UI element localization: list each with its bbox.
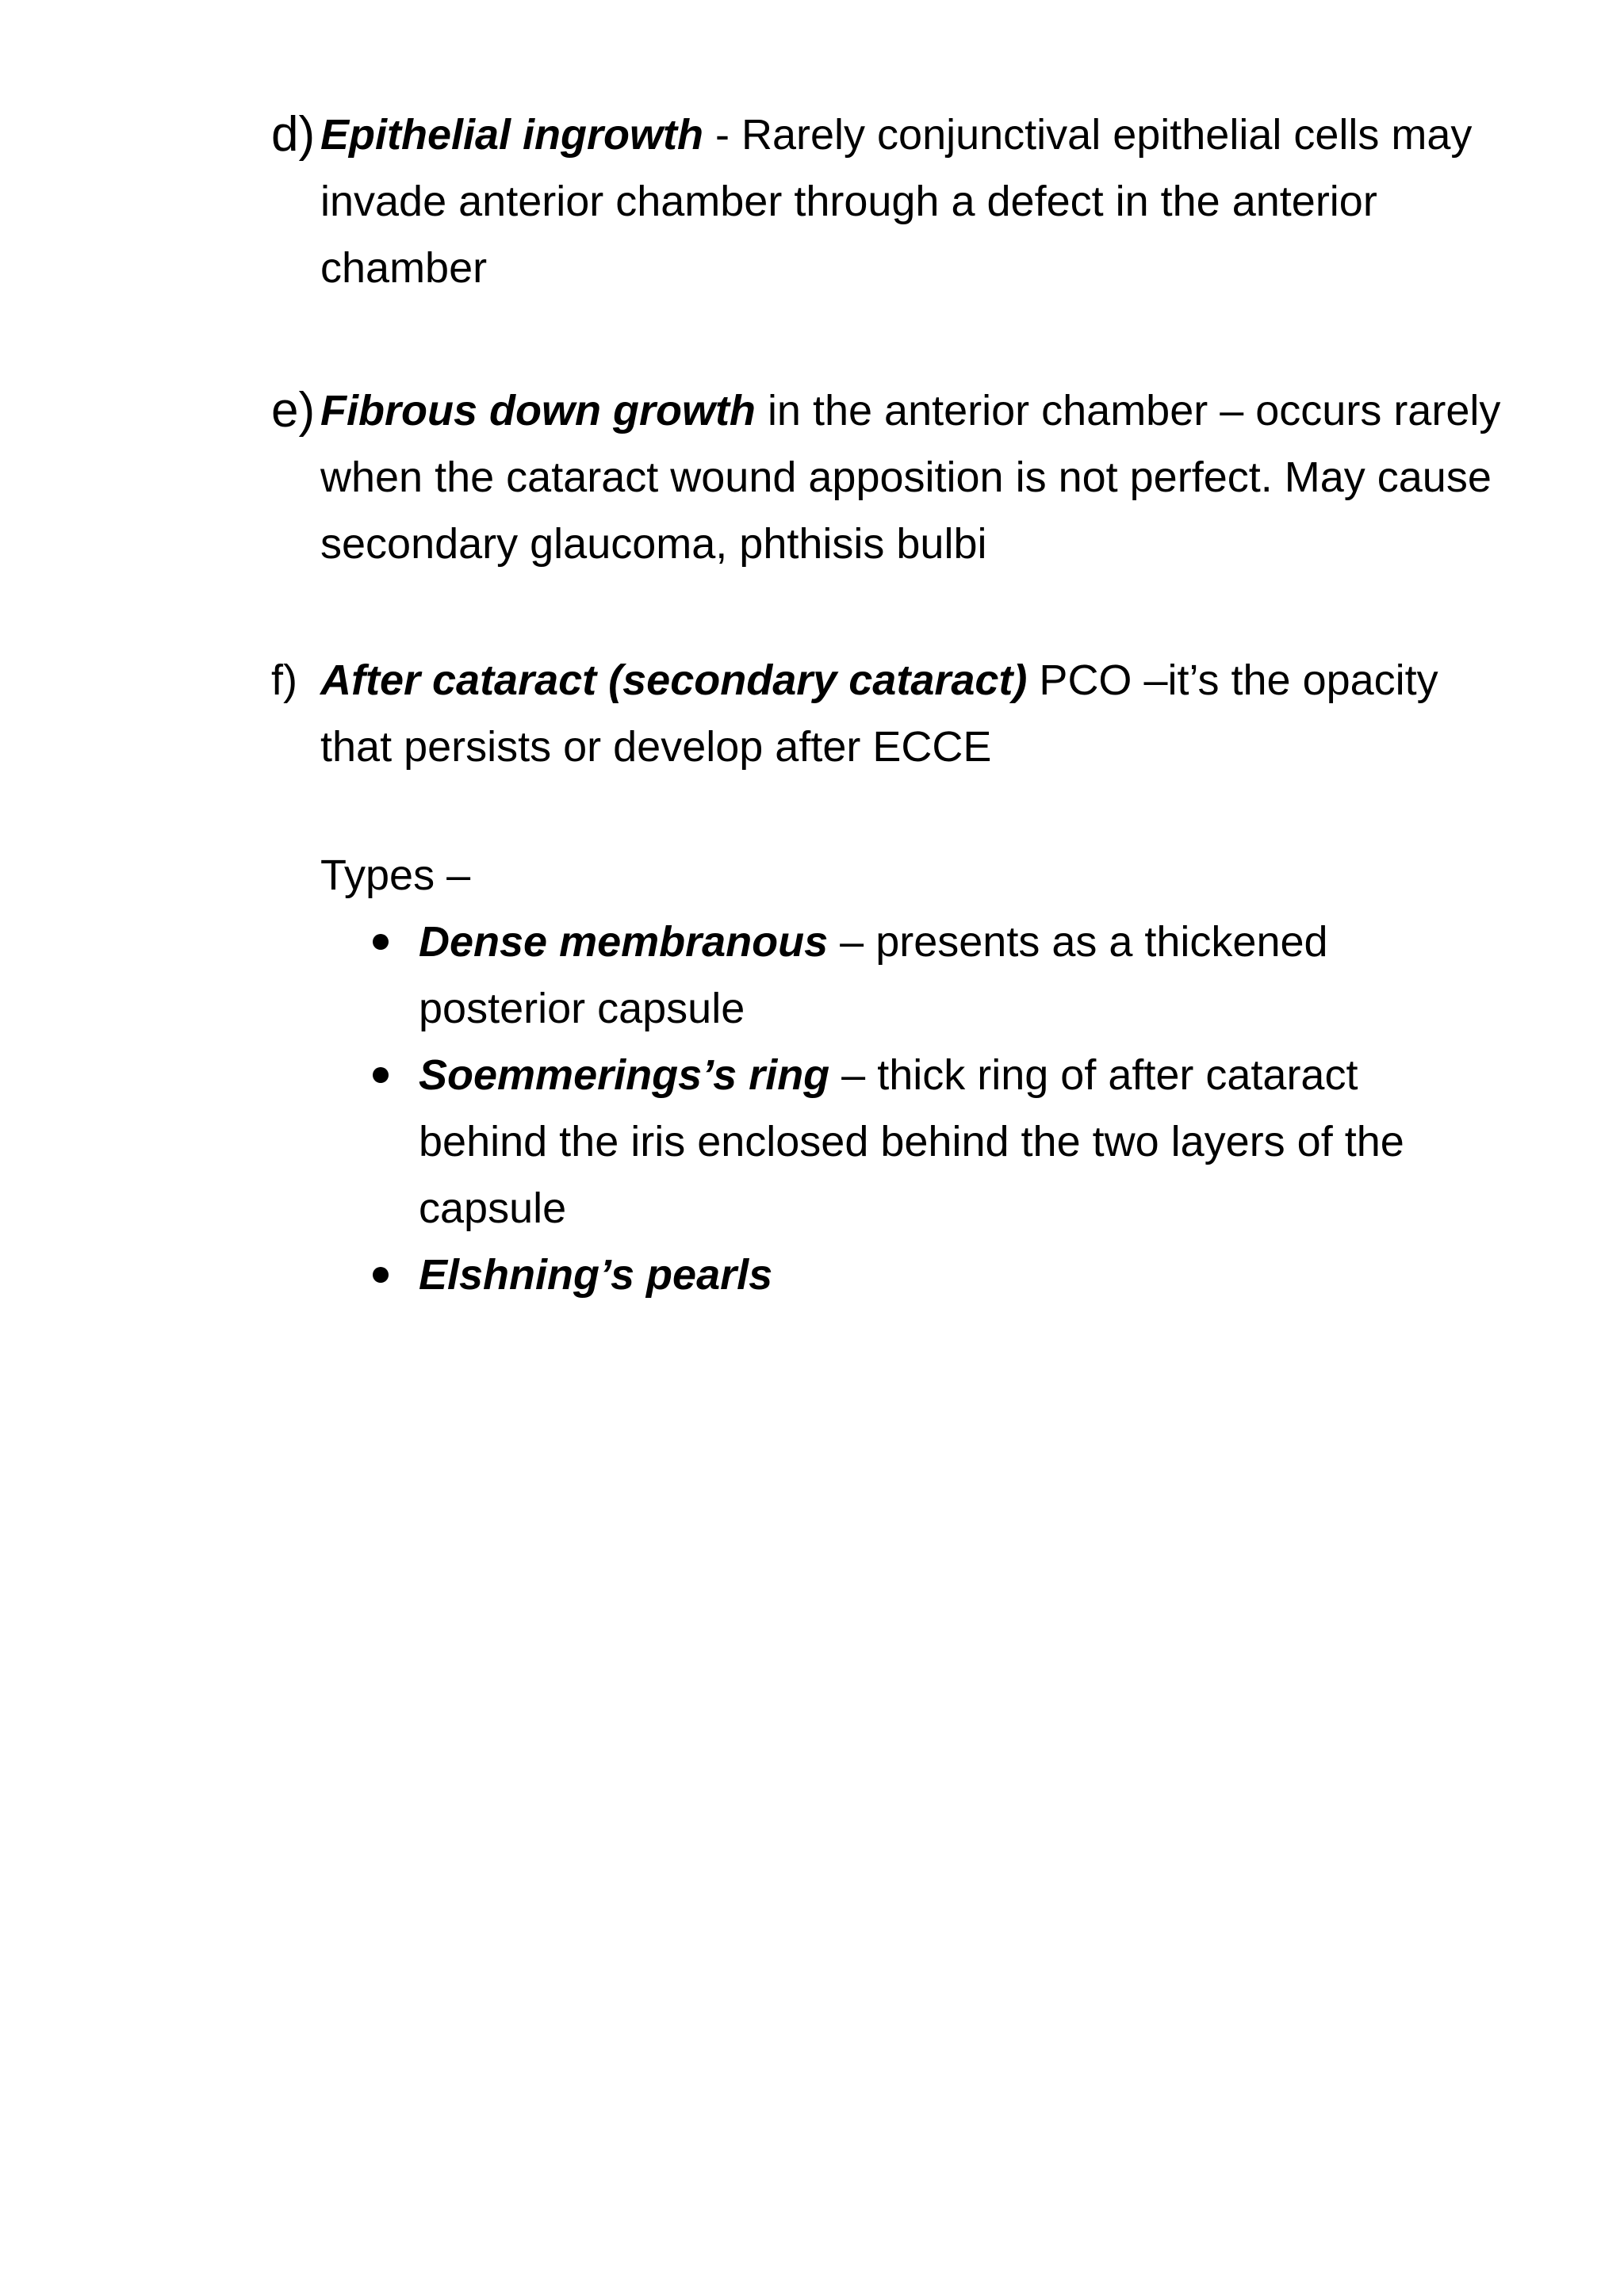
item-term: Epithelial ingrowth (320, 111, 703, 159)
bullet-item-dense-membranous (370, 909, 1496, 1042)
item-marker: e) (271, 383, 316, 438)
types-bullet-list (370, 909, 1496, 1308)
item-epithelial-ingrowth (271, 101, 1508, 301)
item-body (320, 377, 1508, 577)
item-marker: d) (271, 107, 316, 162)
item-description: in the anterior chamber – occurs rarely when the cataract wound apposition is not perfect. May cause secondary glaucoma, phthisis bulbi (320, 387, 1501, 568)
item-body (320, 101, 1508, 301)
bullet-term: Dense membranous (419, 918, 829, 966)
item-marker: f) (271, 656, 297, 704)
item-fibrous-down-growth (271, 377, 1508, 577)
item-separator: - (703, 111, 741, 159)
bullet-description: – presents as a thickened posterior capsule (419, 918, 1328, 1032)
bullet-dot-icon (373, 1267, 389, 1283)
bullet-term: Elshning’s pearls (419, 1251, 773, 1299)
bullet-term: Soemmerings’s ring (419, 1051, 830, 1099)
item-description: Rarely conjunctival epithelial cells may invade anterior chamber through a defect in the anterior chamber (320, 111, 1473, 292)
item-body (320, 647, 1508, 780)
item-term: After cataract (secondary cataract) (320, 656, 1028, 704)
item-separator (1027, 656, 1039, 704)
bullet-item-elshnings-pearls (370, 1242, 1496, 1308)
item-term: Fibrous down growth (320, 387, 756, 434)
bullet-description: – thick ring of after cataract behind the iris enclosed behind the two layers of the capsule (419, 1051, 1404, 1232)
item-after-cataract (271, 647, 1508, 780)
bullet-dot-icon (373, 1067, 389, 1083)
bullet-item-soemmerings-ring (370, 1042, 1496, 1242)
bullet-dot-icon (373, 934, 389, 950)
types-label: Types – (320, 851, 471, 899)
item-separator (756, 387, 768, 434)
item-description: PCO –it’s the opacity that persists or develop after ECCE (320, 656, 1438, 771)
